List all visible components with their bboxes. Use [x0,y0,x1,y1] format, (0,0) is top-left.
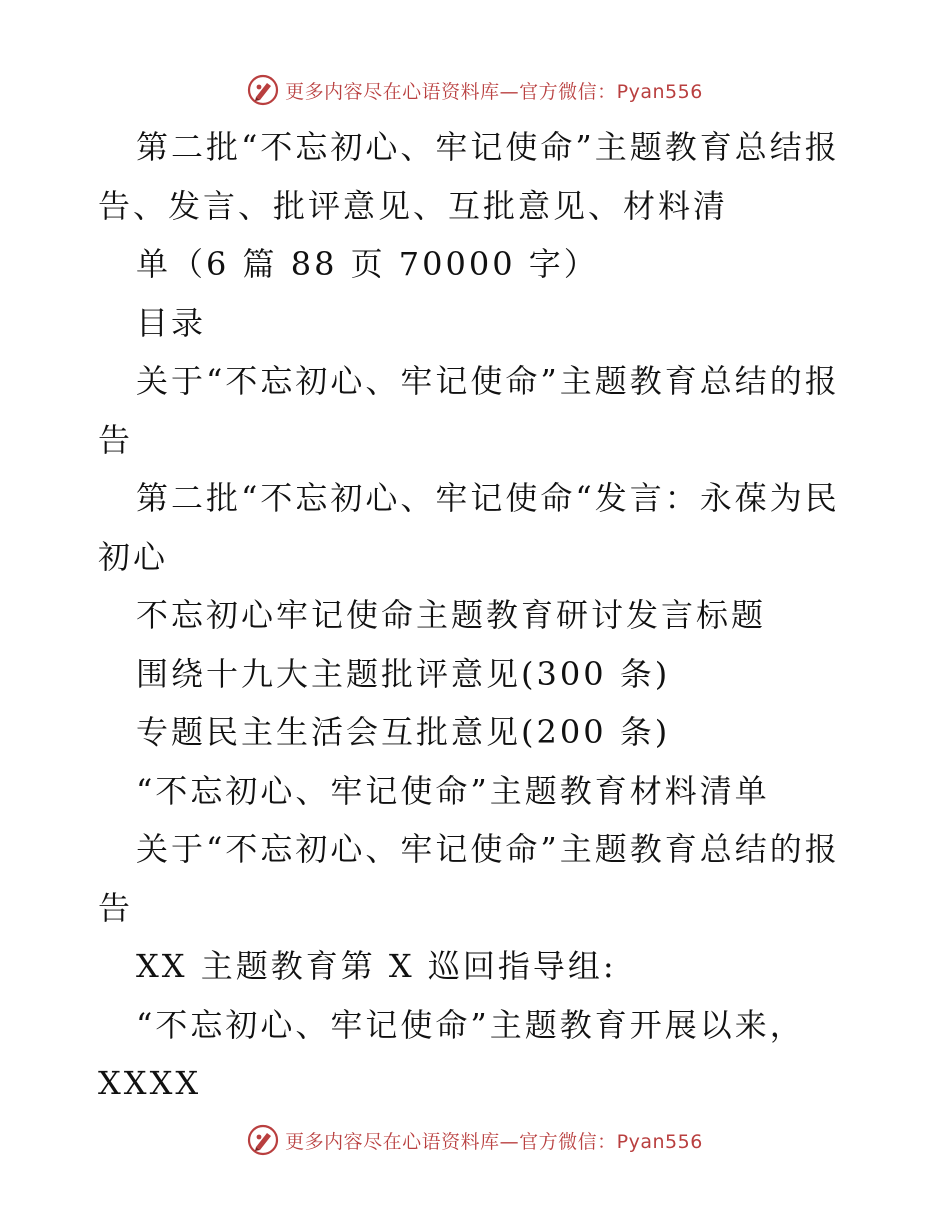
watermark-text: 更多内容尽在心语资料库—官方微信：Pyan556 [285,1130,703,1153]
section-title: 关于“不忘初心、牢记使命”主题教育总结的报 [136,830,840,868]
section-title-continuation: 告 [98,888,134,927]
toc-item: 第二批“不忘初心、牢记使命“发言：永葆为民 [136,479,840,517]
toc-item: 专题民主生活会互批意见(200 条) [136,713,671,751]
pen-logo-icon [247,1124,279,1156]
body-paragraph-continuation: XXXX [98,1064,202,1102]
text-line: 告、发言、批评意见、互批意见、材料清 [98,186,729,225]
toc-item: “不忘初心、牢记使命”主题教育材料清单 [136,771,770,810]
pen-logo-icon [247,74,279,106]
body-paragraph: “不忘初心、牢记使命”主题教育开展以来， [136,1005,805,1044]
footer-watermark [0,1120,950,1160]
toc-heading: 目录 [136,303,207,342]
text-line: 第二批“不忘初心、牢记使命”主题教育总结报 [136,128,840,166]
toc-item: 关于“不忘初心、牢记使命”主题教育总结的报 [136,362,840,400]
text-line: 单（6 篇 88 页 70000 字） [136,245,599,283]
toc-item-continuation: 初心 [98,537,169,576]
salutation: XX 主题教育第 X 巡回指导组: [136,947,617,985]
watermark-text: 更多内容尽在心语资料库—官方微信：Pyan556 [285,80,703,103]
document-body [98,118,858,1113]
toc-item: 不忘初心牢记使命主题教育研讨发言标题 [136,596,767,634]
toc-item-continuation: 告 [98,420,134,459]
header-watermark [0,70,950,110]
toc-item: 围绕十九大主题批评意见(300 条) [136,654,671,693]
